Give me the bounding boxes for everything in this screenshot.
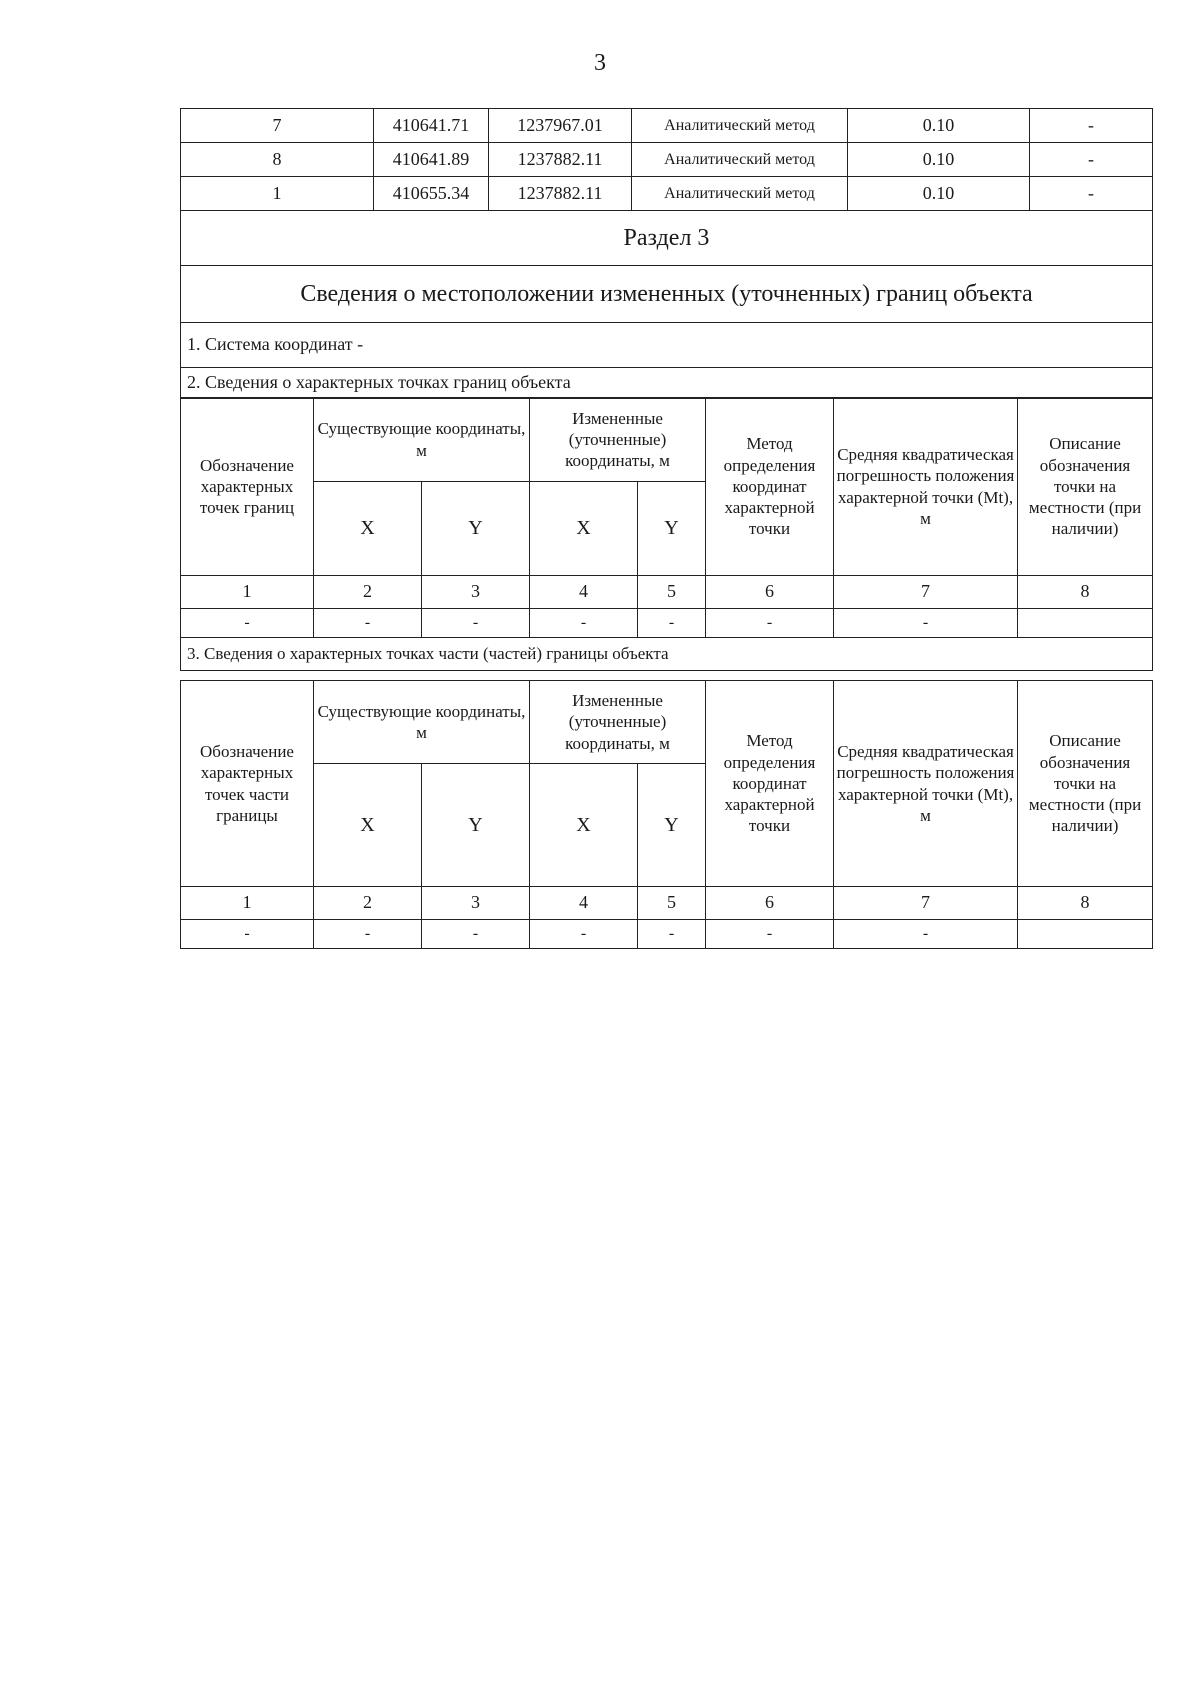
coord-y: 1237882.11 [489, 143, 632, 177]
column-numbers-row [181, 576, 1153, 609]
page-number: 3 [594, 50, 606, 76]
cell: - [706, 609, 834, 638]
description: - [1030, 143, 1153, 177]
column-number: 7 [834, 887, 1018, 920]
mt-value: 0.10 [848, 109, 1030, 143]
header-method: Метод определения координат характерной точки [706, 681, 834, 887]
header-y: Y [422, 482, 530, 576]
column-number: 4 [530, 887, 638, 920]
header-x: X [530, 764, 638, 887]
method: Аналитический метод [632, 143, 848, 177]
column-numbers-row [181, 887, 1153, 920]
header-description: Описание обозначения точки на местности (при наличии) [1018, 398, 1153, 576]
header-y: Y [422, 764, 530, 887]
header-x: X [314, 482, 422, 576]
header-existing: Существующие координаты, м [314, 398, 530, 482]
column-number: 3 [422, 887, 530, 920]
point-id: 7 [181, 109, 374, 143]
header-x: X [314, 764, 422, 887]
column-number: 8 [1018, 576, 1153, 609]
mt-value: 0.10 [848, 143, 1030, 177]
header-mt: Средняя квадратическая погрешность положения характерной точки (Mt), м [834, 398, 1018, 576]
cell: - [422, 920, 530, 949]
coord-system: 1. Система координат - [181, 323, 1153, 368]
table-row [181, 920, 1153, 949]
column-number: 1 [181, 576, 314, 609]
column-number: 5 [638, 887, 706, 920]
header-designation: Обозначение характерных точек части границы [181, 681, 314, 887]
cell: - [638, 609, 706, 638]
section-title: Раздел 3 [181, 211, 1153, 266]
cell: - [638, 920, 706, 949]
header-y: Y [638, 482, 706, 576]
cell: - [422, 609, 530, 638]
header-existing: Существующие координаты, м [314, 681, 530, 764]
points-heading: 2. Сведения о характерных точках границ объекта [181, 368, 1153, 399]
cell: - [706, 920, 834, 949]
table-row [181, 609, 1153, 638]
cell: - [181, 609, 314, 638]
cell: - [314, 609, 422, 638]
table-row [181, 109, 1153, 143]
method: Аналитический метод [632, 109, 848, 143]
header-x: X [530, 482, 638, 576]
points-table [180, 397, 1152, 671]
column-number: 7 [834, 576, 1018, 609]
coord-x: 410641.89 [374, 143, 489, 177]
description: - [1030, 177, 1153, 211]
section-subtitle: Сведения о местоположении измененных (уточненных) границ объекта [181, 266, 1153, 323]
column-number: 1 [181, 887, 314, 920]
coord-x: 410641.71 [374, 109, 489, 143]
point-id: 1 [181, 177, 374, 211]
cell [1018, 609, 1153, 638]
cell: - [530, 920, 638, 949]
column-number: 6 [706, 887, 834, 920]
column-number: 8 [1018, 887, 1153, 920]
mt-value: 0.10 [848, 177, 1030, 211]
cell: - [834, 609, 1018, 638]
header-changed: Измененные (уточненные) координаты, м [530, 681, 706, 764]
header-changed: Измененные (уточненные) координаты, м [530, 398, 706, 482]
coord-y: 1237967.01 [489, 109, 632, 143]
header-mt: Средняя квадратическая погрешность положения характерной точки (Mt), м [834, 681, 1018, 887]
table-row [181, 143, 1153, 177]
part-points-heading: 3. Сведения о характерных точках части (частей) границы объекта [181, 638, 1153, 671]
description: - [1030, 109, 1153, 143]
header-y: Y [638, 764, 706, 887]
column-number: 3 [422, 576, 530, 609]
coord-x: 410655.34 [374, 177, 489, 211]
column-number: 4 [530, 576, 638, 609]
coordinates-table [180, 108, 1152, 399]
column-number: 2 [314, 887, 422, 920]
cell: - [834, 920, 1018, 949]
cell: - [314, 920, 422, 949]
header-description: Описание обозначения точки на местности (при наличии) [1018, 681, 1153, 887]
column-number: 5 [638, 576, 706, 609]
header-method: Метод определения координат характерной точки [706, 398, 834, 576]
cell [1018, 920, 1153, 949]
header-designation: Обозначение характерных точек границ [181, 398, 314, 576]
column-number: 2 [314, 576, 422, 609]
table-row [181, 177, 1153, 211]
method: Аналитический метод [632, 177, 848, 211]
part-points-table [180, 680, 1152, 949]
cell: - [530, 609, 638, 638]
coord-y: 1237882.11 [489, 177, 632, 211]
point-id: 8 [181, 143, 374, 177]
column-number: 6 [706, 576, 834, 609]
cell: - [181, 920, 314, 949]
